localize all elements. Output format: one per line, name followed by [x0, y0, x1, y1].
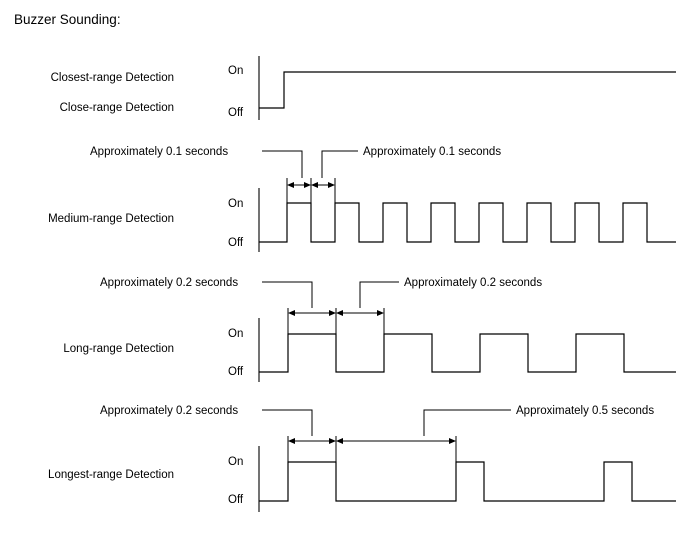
arrowhead-longest-right-end	[449, 438, 456, 444]
waveform-closest-range	[259, 72, 676, 108]
axis-label-off-4: Off	[228, 494, 244, 506]
arrowhead-medium-left-start	[287, 182, 294, 188]
row-label-closest-range: Closest-range Detection	[50, 72, 174, 84]
annotation-longest-right: Approximately 0.5 seconds	[516, 405, 655, 417]
axis-label-on-1: On	[228, 65, 244, 77]
arrowhead-longest-right-start	[336, 438, 343, 444]
leader-medium-right	[322, 151, 358, 178]
axis-label-on-2: On	[228, 198, 244, 210]
annotation-medium-left: Approximately 0.1 seconds	[90, 146, 229, 158]
arrowhead-long-right-start	[336, 310, 343, 316]
axis-label-on-4: On	[228, 456, 244, 468]
row-label-medium-range: Medium-range Detection	[48, 213, 174, 225]
leader-medium-left	[262, 151, 302, 178]
arrowhead-medium-left-end	[304, 182, 311, 188]
annotation-longest-left: Approximately 0.2 seconds	[100, 405, 239, 417]
arrowhead-medium-right-end	[328, 182, 335, 188]
arrowhead-long-left-start	[288, 310, 295, 316]
arrowhead-long-left-end	[329, 310, 336, 316]
row-label-close-range: Close-range Detection	[59, 102, 174, 114]
leader-long-right	[360, 282, 399, 308]
row-label-longest-range: Longest-range Detection	[48, 469, 174, 481]
row-label-long-range: Long-range Detection	[63, 343, 174, 355]
waveform-long-range	[259, 334, 676, 372]
axis-label-off-2: Off	[228, 237, 244, 249]
leader-long-left	[262, 282, 312, 308]
arrowhead-long-right-end	[377, 310, 384, 316]
arrowhead-medium-right-start	[311, 182, 318, 188]
waveform-longest-range	[259, 462, 676, 501]
axis-label-off-1: Off	[228, 107, 244, 119]
arrowhead-longest-left-start	[288, 438, 295, 444]
axis-label-on-3: On	[228, 328, 244, 340]
annotation-long-right: Approximately 0.2 seconds	[404, 277, 543, 289]
annotation-medium-right: Approximately 0.1 seconds	[363, 146, 502, 158]
leader-longest-right	[424, 410, 511, 436]
page-title: Buzzer Sounding:	[14, 12, 121, 27]
leader-longest-left	[262, 410, 312, 436]
annotation-long-left: Approximately 0.2 seconds	[100, 277, 239, 289]
arrowhead-longest-left-end	[329, 438, 336, 444]
waveform-medium-range	[259, 203, 676, 242]
axis-label-off-3: Off	[228, 366, 244, 378]
